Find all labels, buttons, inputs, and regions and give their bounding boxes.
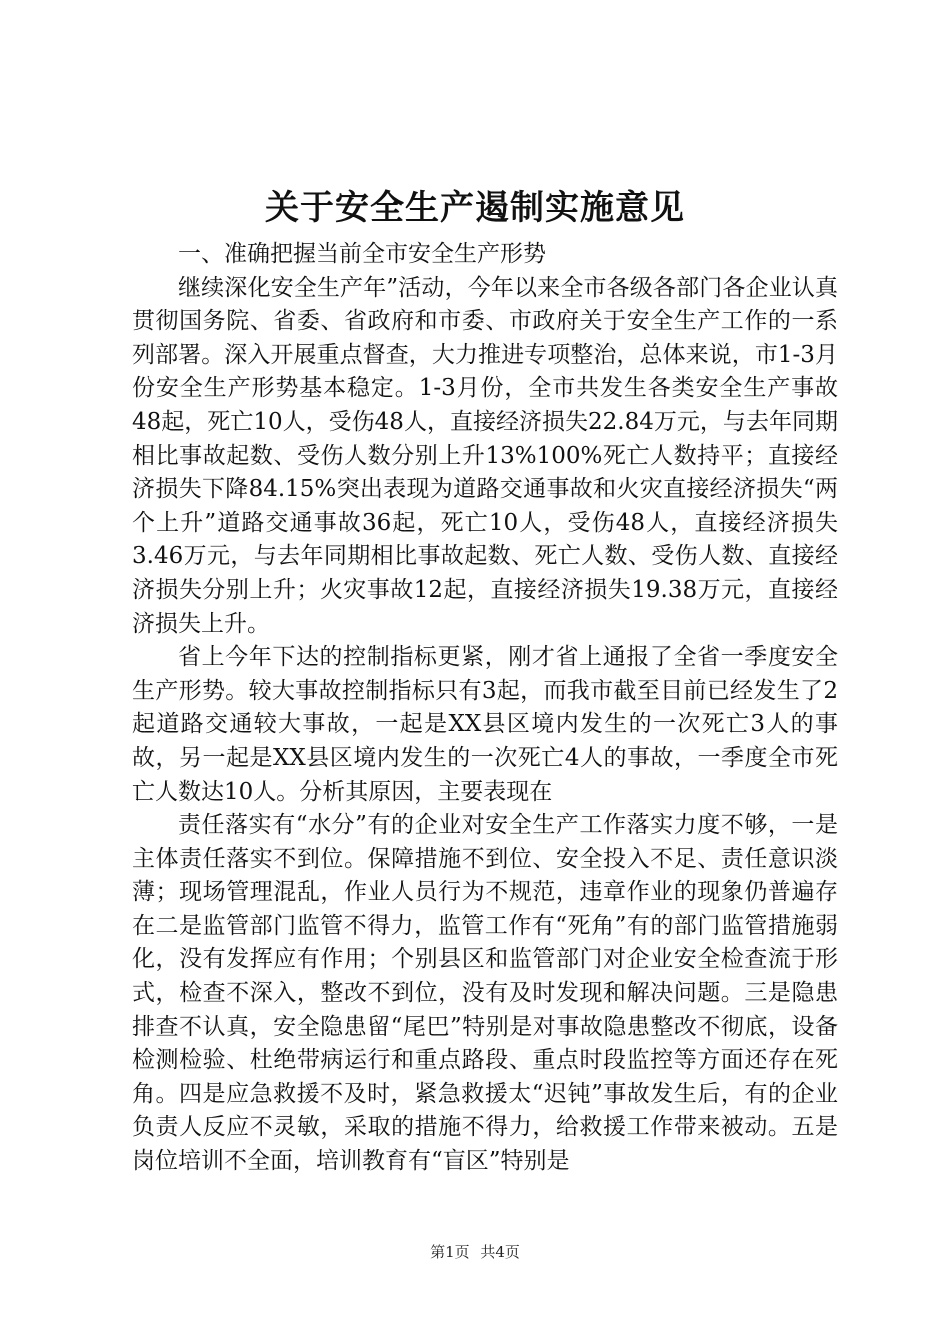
paragraph: 责任落实有“水分”有的企业对安全生产工作落实力度不够，一是主体责任落实不到位。保障措施不到位、安全投入不足、责任意识淡薄；现场管理混乱，作业人员行为不规范，违章作业的现象仍普遍存在二是监管部门监管不得力，监管工作有“死角”有的部门监管措施弱化，没有发挥应有作用；个别县区和监管部门对企业安全检查流于形式，检查不深入，整改不到位，没有及时发现和解决问题。三是隐患排查不认真，安全隐患留“尾巴”特别是对事故隐患整改不彻底，设备检测检验、杜绝带病运行和重点路段、重点时段监控等方面还存在死角。四是应急救援不及时，紧急救援太“迟钝”事故发生后，有的企业负责人反应不灵敏，采取的措施不得力，给救援工作带来被动。五是岗位培训不全面，培训教育有“盲区”特别是 (132, 812, 838, 1175)
page-total: 共4页 (480, 1243, 520, 1261)
document-title: 关于安全生产遏制实施意见 (265, 188, 685, 228)
page-footer (0, 1242, 950, 1262)
page-number: 第1页 (430, 1243, 470, 1261)
paragraph: 继续深化安全生产年”活动，今年以来全市各级各部门各企业认真贯彻国务院、省委、省政府和市委、市政府关于安全生产工作的一系列部署。深入开展重点督查，大力推进专项整治，总体来说，市1-3月份安全生产形势基本稳定。1-3月份，全市共发生各类安全生产事故48起，死亡10人，受伤48人，直接经济损失22.84万元，与去年同期相比事故起数、受伤人数分别上升13%100%死亡人数持平；直接经济损失下降84.15%突出表现为道路交通事故和火灾直接经济损失“两个上升”道路交通事故36起，死亡10人，受伤48人，直接经济损失3.46万元，与去年同期相比事故起数、死亡人数、受伤人数、直接经济损失分别上升；火灾事故12起，直接经济损失19.38万元，直接经济损失上升。 (132, 274, 838, 637)
paragraph: 省上今年下达的控制指标更紧，刚才省上通报了全省一季度安全生产形势。较大事故控制指标只有3起，而我市截至目前已经发生了2起道路交通较大事故，一起是XX县区境内发生的一次死亡3人的事故，另一起是XX县区境内发生的一次死亡4人的事故，一季度全市死亡人数达10人。分析其原因，主要表现在 (132, 644, 838, 805)
document-body (132, 238, 838, 1179)
section-heading: 一、准确把握当前全市安全生产形势 (178, 241, 546, 267)
